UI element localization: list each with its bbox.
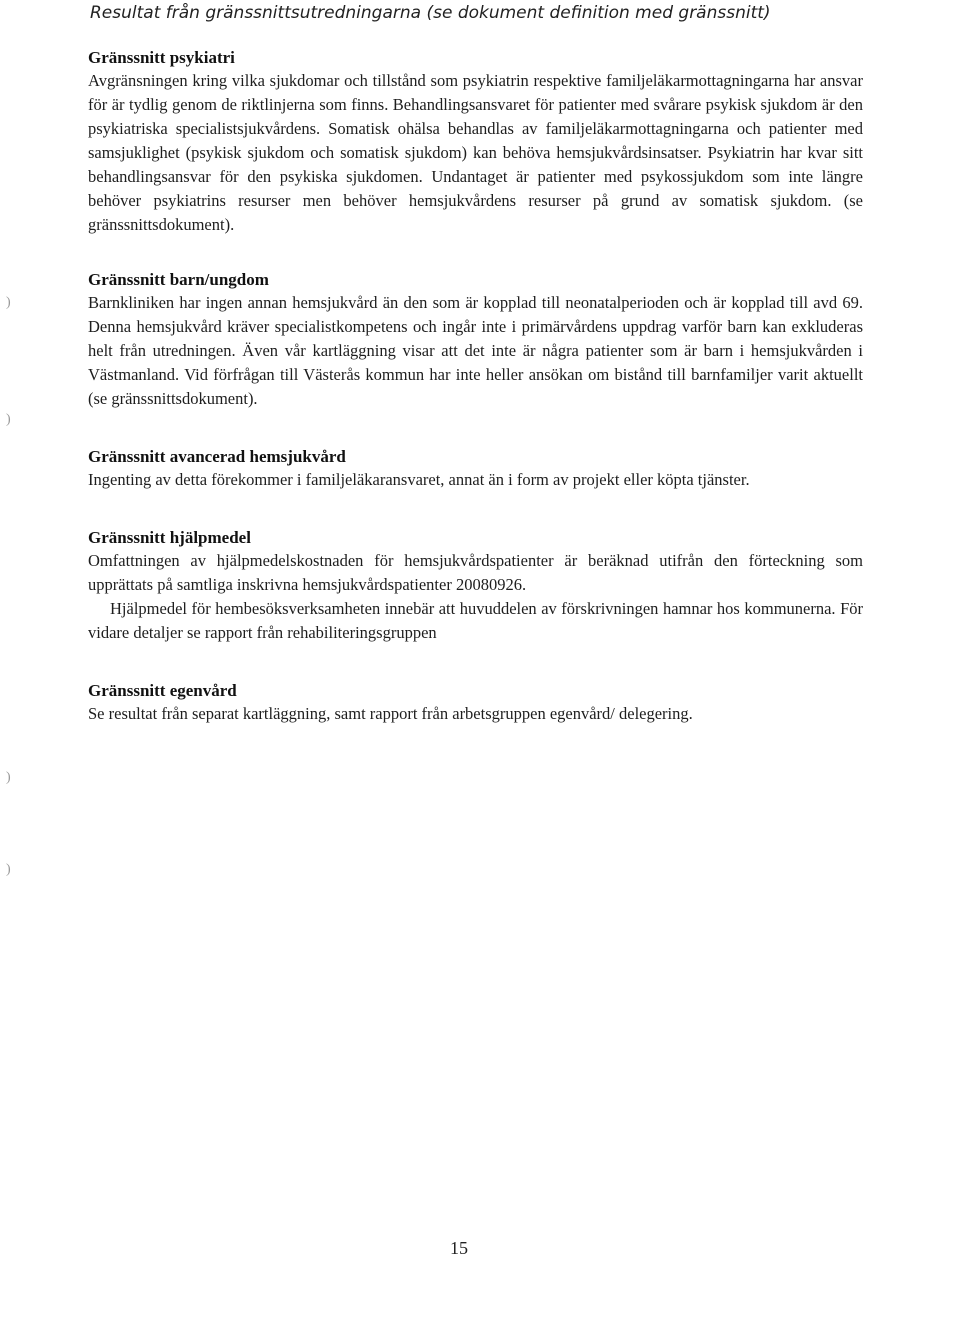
section-heading-barn-ungdom: Gränssnitt barn/ungdom [88,270,269,289]
section-paragraph-psykiatri: Avgränsningen kring vilka sjukdomar och tillstånd som psykiatrin respektive familjeläkarmottagningarna har ansvar för är tydlig genom de riktlinjerna som finns. Behandlingsansvaret för patienter med svårare psykisk sjukdom är den psykiatriska specialistsjukvårdens. Somatisk ohälsa behandlas av familjeläkarmottagningarna och patienter med samsjuklighet (psykisk sjukdom och somatisk sjukdom) kan behöva hemsjukvårdsinsatser. Psykiatrin har kvar sitt behandlingsansvar för den psykiska sjukdomen. Undantaget är patienter med psykossjukdom som inte längre behöver psykiatrins resurser men behöver hemsjukvårdens resurser på grund av somatisk sjukdom. (se gränssnittsdokument). [88,71,863,234]
section-paragraph-hjalpmedel-2: Hjälpmedel för hembesöksverksamheten innebär att huvuddelen av förskrivningen hamnar hos kommunerna. För vidare detaljer se rapport från rehabiliteringsgruppen [88,599,863,642]
section-paragraph-hjalpmedel-1: Omfattningen av hjälpmedelskostnaden för hemsjukvårdspatienter är beräknad utifrån den förteckning som upprättats på samtliga inskrivna hemsjukvårdspatienter 20080926. [88,551,863,594]
section-heading-psykiatri: Gränssnitt psykiatri [88,48,235,67]
document-header: Resultat från gränssnittsutredningarna (se dokument definition med gränssnitt) [90,3,771,23]
document-body [88,47,863,726]
section-heading-avancerad-hemsjukvard: Gränssnitt avancerad hemsjukvård [88,447,346,466]
section-paragraph-barn-ungdom: Barnkliniken har ingen annan hemsjukvård än den som är kopplad till neonatalperioden och är kopplad till avd 69. Denna hemsjukvård kräver specialistkompetens och ingår inte i primärvårdens uppdrag varför barn kan exkluderas helt från utredningen. Även vår kartläggning visar att det inte är några patienter som är barn i hemsjukvården i Västmanland. Vid förfrågan till Västerås kommun har inte heller ansökan om bistånd till barnfamiljer varit aktuellt (se gränssnittsdokument). [88,293,863,408]
section-egenvard [88,680,863,726]
section-paragraph-avancerad-hemsjukvard: Ingenting av detta förekommer i familjeläkaransvaret, annat än i form av projekt eller köpta tjänster. [88,470,750,489]
section-paragraph-egenvard: Se resultat från separat kartläggning, samt rapport från arbetsgruppen egenvård/ delegering. [88,704,693,723]
section-heading-egenvard: Gränssnitt egenvård [88,681,237,700]
margin-scan-mark: ) [6,862,11,877]
section-psykiatri [88,47,863,237]
section-barn-ungdom [88,269,863,411]
section-heading-hjalpmedel: Gränssnitt hjälpmedel [88,528,251,547]
page-number: 15 [450,1238,468,1258]
margin-scan-mark: ) [6,770,11,785]
margin-scan-mark: ) [6,295,11,310]
margin-scan-mark: ) [6,412,11,427]
section-hjalpmedel [88,527,863,645]
section-avancerad-hemsjukvard [88,446,863,492]
